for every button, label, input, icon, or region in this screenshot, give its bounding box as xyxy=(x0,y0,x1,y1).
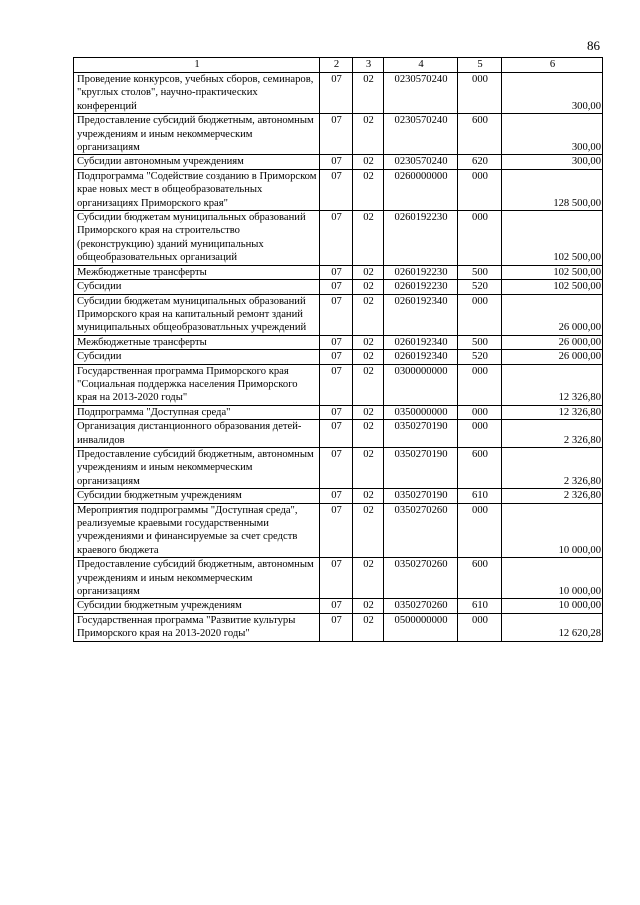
table-row xyxy=(74,73,603,114)
row-amount-cell: 128 500,00 xyxy=(502,169,603,210)
row-section-cell: 07 xyxy=(320,405,353,419)
row-section-cell: 07 xyxy=(320,420,353,448)
table-row xyxy=(74,335,603,349)
row-target-article-cell: 0230570240 xyxy=(384,73,458,114)
row-target-article-cell: 0260192340 xyxy=(384,335,458,349)
row-name-cell: Субсидии автономным учреждениям xyxy=(74,155,320,169)
row-name-cell: Предоставление субсидий бюджетным, автономным учреждениям и иным некоммерческим организациям xyxy=(74,558,320,599)
row-amount-cell: 300,00 xyxy=(502,114,603,155)
table-row xyxy=(74,405,603,419)
row-subsection-cell: 02 xyxy=(353,294,384,335)
row-target-article-cell: 0350270260 xyxy=(384,503,458,558)
row-amount-cell: 10 000,00 xyxy=(502,503,603,558)
row-expense-type-cell: 000 xyxy=(458,169,502,210)
row-section-cell: 07 xyxy=(320,114,353,155)
column-header-name: 1 xyxy=(74,58,320,73)
row-expense-type-cell: 000 xyxy=(458,420,502,448)
row-target-article-cell: 0230570240 xyxy=(384,155,458,169)
row-expense-type-cell: 500 xyxy=(458,265,502,279)
row-section-cell: 07 xyxy=(320,613,353,641)
row-amount-cell: 300,00 xyxy=(502,155,603,169)
column-header-section: 2 xyxy=(320,58,353,73)
row-subsection-cell: 02 xyxy=(353,280,384,294)
row-subsection-cell: 02 xyxy=(353,73,384,114)
row-amount-cell: 2 326,80 xyxy=(502,489,603,503)
row-section-cell: 07 xyxy=(320,335,353,349)
row-amount-cell: 102 500,00 xyxy=(502,211,603,266)
row-target-article-cell: 0260192340 xyxy=(384,350,458,364)
row-target-article-cell: 0300000000 xyxy=(384,364,458,405)
row-expense-type-cell: 000 xyxy=(458,405,502,419)
row-target-article-cell: 0260192230 xyxy=(384,280,458,294)
row-expense-type-cell: 000 xyxy=(458,364,502,405)
row-name-cell: Субсидии бюджетным учреждениям xyxy=(74,599,320,613)
row-expense-type-cell: 620 xyxy=(458,155,502,169)
row-amount-cell: 300,00 xyxy=(502,73,603,114)
row-subsection-cell: 02 xyxy=(353,503,384,558)
row-name-cell: Государственная программа "Развитие культуры Приморского края на 2013-2020 годы" xyxy=(74,613,320,641)
table-row xyxy=(74,350,603,364)
row-subsection-cell: 02 xyxy=(353,155,384,169)
row-section-cell: 07 xyxy=(320,73,353,114)
row-expense-type-cell: 610 xyxy=(458,489,502,503)
column-header-amount: 6 xyxy=(502,58,603,73)
row-subsection-cell: 02 xyxy=(353,405,384,419)
row-amount-cell: 12 620,28 xyxy=(502,613,603,641)
row-section-cell: 07 xyxy=(320,155,353,169)
budget-table xyxy=(73,57,603,642)
row-subsection-cell: 02 xyxy=(353,420,384,448)
row-name-cell: Подпрограмма "Содействие созданию в Приморском крае новых мест в общеобразовательных организациях Приморского края" xyxy=(74,169,320,210)
row-target-article-cell: 0350270190 xyxy=(384,447,458,488)
row-section-cell: 07 xyxy=(320,558,353,599)
row-amount-cell: 102 500,00 xyxy=(502,280,603,294)
row-expense-type-cell: 610 xyxy=(458,599,502,613)
row-amount-cell: 12 326,80 xyxy=(502,405,603,419)
row-expense-type-cell: 000 xyxy=(458,294,502,335)
row-name-cell: Подпрограмма "Доступная среда" xyxy=(74,405,320,419)
row-expense-type-cell: 600 xyxy=(458,558,502,599)
table-row xyxy=(74,280,603,294)
row-subsection-cell: 02 xyxy=(353,114,384,155)
row-target-article-cell: 0260192230 xyxy=(384,265,458,279)
row-section-cell: 07 xyxy=(320,280,353,294)
table-header-row xyxy=(74,58,603,73)
row-target-article-cell: 0260192340 xyxy=(384,294,458,335)
row-target-article-cell: 0350270260 xyxy=(384,558,458,599)
row-amount-cell: 26 000,00 xyxy=(502,350,603,364)
row-name-cell: Субсидии бюджетам муниципальных образований Приморского края на строительство (реконструкцию) зданий муниципальных общеобразовательных организаций xyxy=(74,211,320,266)
row-section-cell: 07 xyxy=(320,364,353,405)
row-name-cell: Межбюджетные трансферты xyxy=(74,335,320,349)
table-row xyxy=(74,489,603,503)
row-amount-cell: 10 000,00 xyxy=(502,558,603,599)
table-row xyxy=(74,364,603,405)
row-target-article-cell: 0350270190 xyxy=(384,489,458,503)
row-target-article-cell: 0350270260 xyxy=(384,599,458,613)
row-name-cell: Организация дистанционного образования детей-инвалидов xyxy=(74,420,320,448)
table-row xyxy=(74,503,603,558)
column-header-target-article: 4 xyxy=(384,58,458,73)
row-name-cell: Предоставление субсидий бюджетным, автономным учреждениям и иным некоммерческим организациям xyxy=(74,447,320,488)
row-name-cell: Государственная программа Приморского края "Социальная поддержка населения Приморского края на 2013-2020 годы" xyxy=(74,364,320,405)
table-row xyxy=(74,265,603,279)
row-section-cell: 07 xyxy=(320,265,353,279)
row-section-cell: 07 xyxy=(320,447,353,488)
row-subsection-cell: 02 xyxy=(353,599,384,613)
table-row xyxy=(74,169,603,210)
table-row xyxy=(74,420,603,448)
row-subsection-cell: 02 xyxy=(353,364,384,405)
row-expense-type-cell: 520 xyxy=(458,280,502,294)
row-name-cell: Мероприятия подпрограммы "Доступная среда", реализуемые краевыми государственными учреждениями и финансируемые за счет средств краевого бюджета xyxy=(74,503,320,558)
column-header-expense-type: 5 xyxy=(458,58,502,73)
table-row xyxy=(74,211,603,266)
row-section-cell: 07 xyxy=(320,169,353,210)
row-target-article-cell: 0350000000 xyxy=(384,405,458,419)
row-amount-cell: 2 326,80 xyxy=(502,447,603,488)
row-subsection-cell: 02 xyxy=(353,169,384,210)
row-section-cell: 07 xyxy=(320,489,353,503)
table-row xyxy=(74,599,603,613)
row-target-article-cell: 0230570240 xyxy=(384,114,458,155)
row-target-article-cell: 0500000000 xyxy=(384,613,458,641)
row-section-cell: 07 xyxy=(320,294,353,335)
row-expense-type-cell: 520 xyxy=(458,350,502,364)
row-subsection-cell: 02 xyxy=(353,613,384,641)
row-target-article-cell: 0260192230 xyxy=(384,211,458,266)
row-name-cell: Субсидии xyxy=(74,280,320,294)
row-expense-type-cell: 000 xyxy=(458,73,502,114)
row-amount-cell: 10 000,00 xyxy=(502,599,603,613)
row-subsection-cell: 02 xyxy=(353,335,384,349)
row-amount-cell: 26 000,00 xyxy=(502,335,603,349)
row-name-cell: Проведение конкурсов, учебных сборов, семинаров, "круглых столов", научно-практических конференций xyxy=(74,73,320,114)
row-subsection-cell: 02 xyxy=(353,350,384,364)
row-expense-type-cell: 000 xyxy=(458,613,502,641)
table-row xyxy=(74,558,603,599)
table-row xyxy=(74,294,603,335)
row-name-cell: Субсидии бюджетам муниципальных образований Приморского края на капитальный ремонт зданий муниципальных общеобразоватльных учреждений xyxy=(74,294,320,335)
table-row xyxy=(74,114,603,155)
row-expense-type-cell: 000 xyxy=(458,211,502,266)
row-amount-cell: 2 326,80 xyxy=(502,420,603,448)
row-subsection-cell: 02 xyxy=(353,558,384,599)
row-name-cell: Межбюджетные трансферты xyxy=(74,265,320,279)
row-amount-cell: 12 326,80 xyxy=(502,364,603,405)
row-expense-type-cell: 600 xyxy=(458,114,502,155)
row-expense-type-cell: 600 xyxy=(458,447,502,488)
row-subsection-cell: 02 xyxy=(353,447,384,488)
row-section-cell: 07 xyxy=(320,503,353,558)
row-section-cell: 07 xyxy=(320,350,353,364)
table-row xyxy=(74,155,603,169)
row-expense-type-cell: 500 xyxy=(458,335,502,349)
row-amount-cell: 102 500,00 xyxy=(502,265,603,279)
row-subsection-cell: 02 xyxy=(353,265,384,279)
row-expense-type-cell: 000 xyxy=(458,503,502,558)
row-subsection-cell: 02 xyxy=(353,211,384,266)
row-name-cell: Предоставление субсидий бюджетным, автономным учреждениям и иным некоммерческим организациям xyxy=(74,114,320,155)
row-subsection-cell: 02 xyxy=(353,489,384,503)
table-row xyxy=(74,447,603,488)
row-section-cell: 07 xyxy=(320,599,353,613)
row-amount-cell: 26 000,00 xyxy=(502,294,603,335)
row-section-cell: 07 xyxy=(320,211,353,266)
row-name-cell: Субсидии xyxy=(74,350,320,364)
page-number: 86 xyxy=(587,38,600,53)
row-target-article-cell: 0350270190 xyxy=(384,420,458,448)
row-target-article-cell: 0260000000 xyxy=(384,169,458,210)
column-header-subsection: 3 xyxy=(353,58,384,73)
row-name-cell: Субсидии бюджетным учреждениям xyxy=(74,489,320,503)
table-row xyxy=(74,613,603,641)
